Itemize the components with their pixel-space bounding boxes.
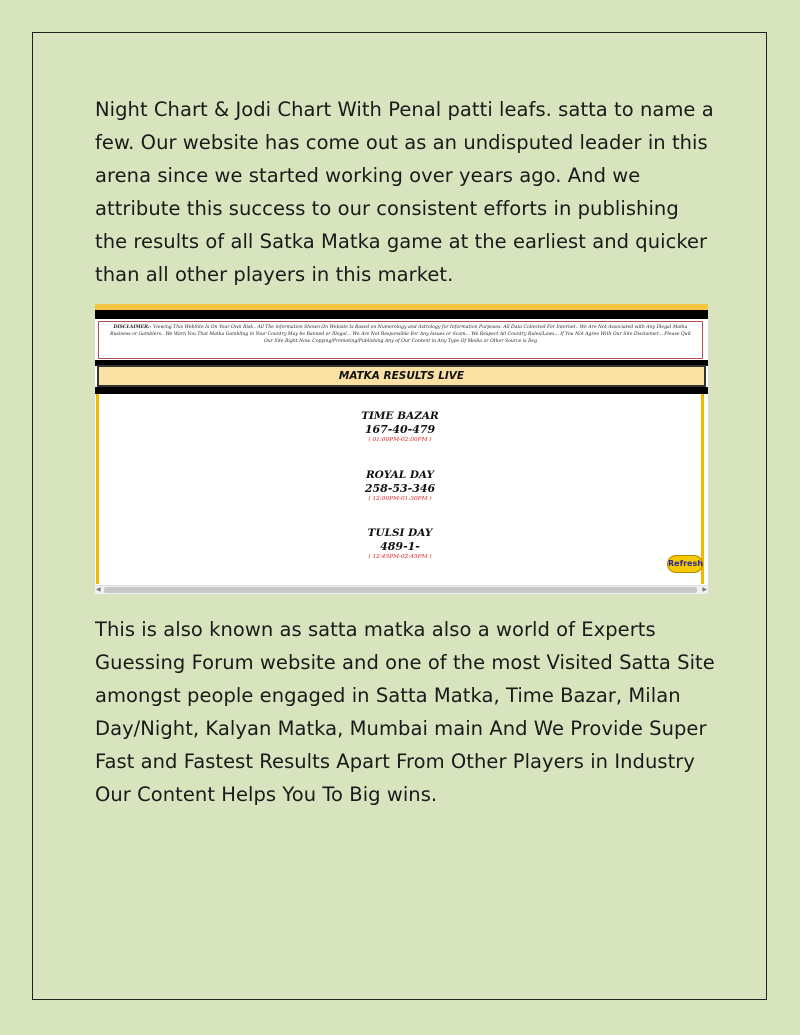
disclaimer-text: Viewing This WebSite Is On Your Own Risk.. All The information Shown On Website Is Based on Numerology and Astrology for Information Purposes. All Data Collected For Internet.. We Are Not Associated with Any Illegal Matka Business or Gamblers.. We Warn You That Matka Gambling in Your Country May be Banned or Illegal... We Are Not Responsible For Any Issues or Scam... We Respect All Country Rules/Laws... If You Not Agree With Our Site Disclaimer... Please Quit Our Site Right Now. Copying/Promoting/Publishing Any of Our Content in Any Type Of Media or Other Source is Ileg [110,325,691,345]
scroll-left-arrow-icon[interactable]: ◀ [96,586,101,593]
result-item [99,469,701,503]
scrollbar-thumb[interactable] [104,587,697,593]
horizontal-scrollbar[interactable] [95,585,708,594]
refresh-button[interactable]: Refresh [667,555,703,573]
matka-results-heading: MATKA RESULTS LIVE [97,365,706,387]
market-result: 258-53-346 [364,482,436,495]
scroll-right-arrow-icon[interactable]: ▶ [702,586,707,593]
disclaimer-label: DISCLAIMER:- [113,325,152,330]
black-divider [95,310,708,319]
embedded-screenshot [95,304,708,594]
black-divider [95,387,708,394]
market-time: ( 12:00PM-01:30PM ) [368,496,432,502]
market-result: 489-1- [380,540,420,553]
intro-paragraph: Night Chart & Jodi Chart With Penal patti leafs. satta to name a few. Our website has come out as an undisputed leader in this arena since we started working over years ago. And we attribute this success to our consistent efforts in publishing the results of all Satka Matka game at the earliest and quicker than all other players in this market. [95,98,714,286]
outro-paragraph: This is also known as satta matka also a world of Experts Guessing Forum website and one of the most Visited Satta Site amongst people engaged in Satta Matka, Time Bazar, Milan Day/Night, Kalyan Matka, Mumbai main And We Provide Super Fast and Fastest Results Apart From Other Players in Industry Our Content Helps You To Big wins. [95,618,715,806]
result-item [99,410,701,444]
market-time: ( 12:45PM-02:45PM ) [368,554,432,560]
disclaimer-box [98,321,703,359]
market-result: 167-40-479 [364,423,436,436]
market-name: TIME BAZAR [361,410,439,422]
market-name: TULSI DAY [367,527,433,539]
result-item [99,527,701,561]
results-panel [96,394,704,584]
market-name: ROYAL DAY [365,469,435,481]
market-time: ( 01:00PM-02:00PM ) [368,437,432,443]
